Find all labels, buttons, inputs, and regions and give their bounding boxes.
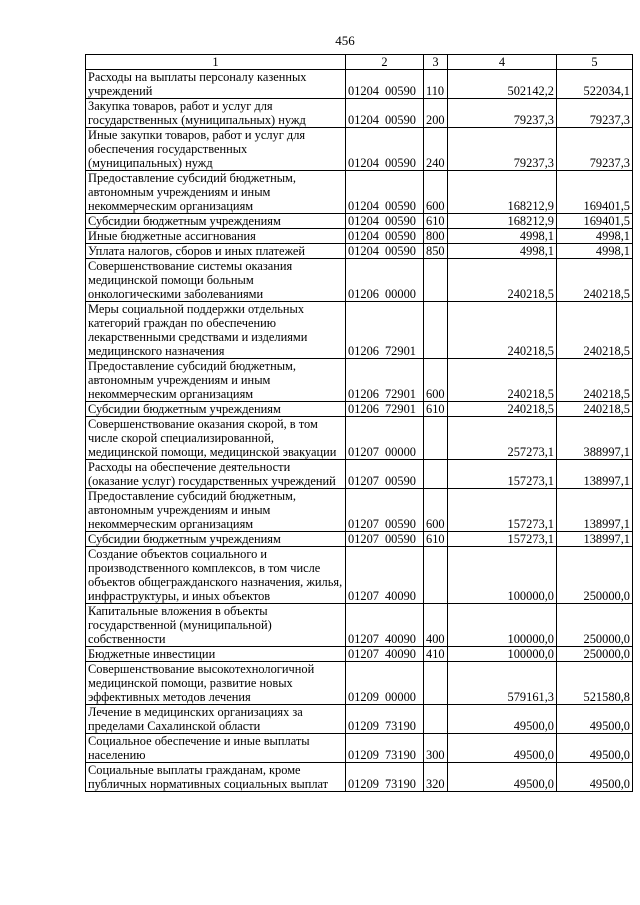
- direction-code: 00590: [384, 244, 416, 258]
- row-description: Субсидии бюджетным учреждениям: [86, 402, 346, 417]
- direction-code: 00590: [384, 532, 416, 546]
- target-article-code: [346, 489, 424, 532]
- amount-col5: 138997,1: [557, 532, 633, 547]
- amount-col5: 49500,0: [557, 734, 633, 763]
- row-description: Бюджетные инвестиции: [86, 647, 346, 662]
- direction-code: 00590: [384, 214, 416, 228]
- target-article-code: [346, 70, 424, 99]
- expense-type-code: [424, 662, 448, 705]
- amount-col5: 4998,1: [557, 229, 633, 244]
- column-header: 5: [557, 55, 633, 70]
- row-description: Уплата налогов, сборов и иных платежей: [86, 244, 346, 259]
- row-description: Предоставление субсидий бюджетным, автономным учреждениям и иным некоммерческим организациям: [86, 489, 346, 532]
- amount-col5: 521580,8: [557, 662, 633, 705]
- expense-type-code: [424, 302, 448, 359]
- target-article-code: [346, 229, 424, 244]
- amount-col5: 522034,1: [557, 70, 633, 99]
- amount-col4: 4998,1: [448, 229, 557, 244]
- row-description: Совершенствование высокотехнологичной медицинской помощи, развитие новых эффективных методов лечения: [86, 662, 346, 705]
- table-row: [86, 244, 633, 259]
- program-code: 01206: [348, 387, 379, 401]
- expense-type-code: 300: [424, 734, 448, 763]
- direction-code: 00590: [384, 199, 416, 213]
- program-code: 01209: [348, 719, 379, 733]
- table-row: [86, 171, 633, 214]
- amount-col4: 240218,5: [448, 359, 557, 402]
- row-description: Лечение в медицинских организациях за пределами Сахалинской области: [86, 705, 346, 734]
- amount-col5: 138997,1: [557, 489, 633, 532]
- direction-code: 00000: [384, 445, 416, 459]
- expense-type-code: [424, 460, 448, 489]
- expense-type-code: 610: [424, 532, 448, 547]
- target-article-code: [346, 244, 424, 259]
- expense-type-code: [424, 259, 448, 302]
- row-description: Субсидии бюджетным учреждениям: [86, 532, 346, 547]
- amount-col4: 100000,0: [448, 547, 557, 604]
- table-row: [86, 734, 633, 763]
- amount-col4: 240218,5: [448, 402, 557, 417]
- row-description: Меры социальной поддержки отдельных категорий граждан по обеспечению лекарственными средствами и изделиями медицинского назначения: [86, 302, 346, 359]
- amount-col4: 100000,0: [448, 647, 557, 662]
- amount-col4: 4998,1: [448, 244, 557, 259]
- amount-col4: 240218,5: [448, 259, 557, 302]
- expense-type-code: [424, 547, 448, 604]
- amount-col4: 49500,0: [448, 734, 557, 763]
- amount-col5: 240218,5: [557, 259, 633, 302]
- target-article-code: [346, 604, 424, 647]
- amount-col4: 257273,1: [448, 417, 557, 460]
- program-code: 01209: [348, 748, 379, 762]
- expense-type-code: 600: [424, 359, 448, 402]
- table-row: [86, 489, 633, 532]
- column-header: 2: [346, 55, 424, 70]
- budget-table: [85, 54, 633, 792]
- direction-code: 72901: [384, 402, 416, 416]
- amount-col5: 250000,0: [557, 647, 633, 662]
- target-article-code: [346, 259, 424, 302]
- column-header: 4: [448, 55, 557, 70]
- amount-col5: 240218,5: [557, 359, 633, 402]
- program-code: 01206: [348, 287, 379, 301]
- direction-code: 73190: [384, 748, 416, 762]
- program-code: 01207: [348, 517, 379, 531]
- page-number: 456: [335, 33, 355, 48]
- table-row: [86, 547, 633, 604]
- target-article-code: [346, 705, 424, 734]
- target-article-code: [346, 402, 424, 417]
- row-description: Предоставление субсидий бюджетным, автономным учреждениям и иным некоммерческим организациям: [86, 359, 346, 402]
- table-row: [86, 417, 633, 460]
- program-code: 01204: [348, 199, 379, 213]
- target-article-code: [346, 99, 424, 128]
- expense-type-code: 400: [424, 604, 448, 647]
- table-row: [86, 532, 633, 547]
- amount-col4: 79237,3: [448, 128, 557, 171]
- amount-col5: 240218,5: [557, 302, 633, 359]
- expense-type-code: 110: [424, 70, 448, 99]
- table-row: [86, 229, 633, 244]
- amount-col4: 168212,9: [448, 214, 557, 229]
- amount-col5: 240218,5: [557, 402, 633, 417]
- row-description: Иные бюджетные ассигнования: [86, 229, 346, 244]
- column-header: 3: [424, 55, 448, 70]
- direction-code: 00590: [384, 229, 416, 243]
- amount-col4: 49500,0: [448, 763, 557, 792]
- direction-code: 73190: [384, 719, 416, 733]
- program-code: 01204: [348, 113, 379, 127]
- amount-col4: 502142,2: [448, 70, 557, 99]
- amount-col5: 49500,0: [557, 705, 633, 734]
- program-code: 01207: [348, 647, 379, 661]
- direction-code: 40090: [384, 632, 416, 646]
- expense-type-code: 610: [424, 214, 448, 229]
- amount-col4: 168212,9: [448, 171, 557, 214]
- direction-code: 00000: [384, 287, 416, 301]
- row-description: Предоставление субсидий бюджетным, автономным учреждениям и иным некоммерческим организациям: [86, 171, 346, 214]
- target-article-code: [346, 547, 424, 604]
- row-description: Иные закупки товаров, работ и услуг для обеспечения государственных (муниципальных) нужд: [86, 128, 346, 171]
- amount-col5: 4998,1: [557, 244, 633, 259]
- table-row: [86, 604, 633, 647]
- table-row: [86, 662, 633, 705]
- direction-code: 00590: [384, 84, 416, 98]
- row-description: Совершенствование системы оказания медицинской помощи больным онкологическими заболеваниями: [86, 259, 346, 302]
- direction-code: 72901: [384, 344, 416, 358]
- amount-col5: 250000,0: [557, 547, 633, 604]
- table-row: [86, 99, 633, 128]
- target-article-code: [346, 460, 424, 489]
- direction-code: 40090: [384, 589, 416, 603]
- amount-col5: 250000,0: [557, 604, 633, 647]
- table-row: [86, 302, 633, 359]
- target-article-code: [346, 359, 424, 402]
- target-article-code: [346, 171, 424, 214]
- amount-col4: 79237,3: [448, 99, 557, 128]
- table-row: [86, 359, 633, 402]
- row-description: Социальное обеспечение и иные выплаты населению: [86, 734, 346, 763]
- table-row: [86, 763, 633, 792]
- target-article-code: [346, 302, 424, 359]
- program-code: 01209: [348, 777, 379, 791]
- target-article-code: [346, 128, 424, 171]
- program-code: 01207: [348, 474, 379, 488]
- table-row: [86, 402, 633, 417]
- table-row: [86, 70, 633, 99]
- table-header-row: [86, 55, 633, 70]
- direction-code: 73190: [384, 777, 416, 791]
- program-code: 01204: [348, 84, 379, 98]
- amount-col4: 240218,5: [448, 302, 557, 359]
- amount-col4: 100000,0: [448, 604, 557, 647]
- program-code: 01207: [348, 532, 379, 546]
- target-article-code: [346, 662, 424, 705]
- direction-code: 00590: [384, 517, 416, 531]
- direction-code: 00590: [384, 474, 416, 488]
- expense-type-code: 850: [424, 244, 448, 259]
- expense-type-code: 600: [424, 489, 448, 532]
- amount-col5: 49500,0: [557, 763, 633, 792]
- table-row: [86, 259, 633, 302]
- program-code: 01204: [348, 229, 379, 243]
- amount-col4: 49500,0: [448, 705, 557, 734]
- row-description: Социальные выплаты гражданам, кроме публичных нормативных социальных выплат: [86, 763, 346, 792]
- expense-type-code: 320: [424, 763, 448, 792]
- row-description: Расходы на обеспечение деятельности (оказание услуг) государственных учреждений: [86, 460, 346, 489]
- direction-code: 00000: [384, 690, 416, 704]
- table-row: [86, 128, 633, 171]
- direction-code: 40090: [384, 647, 416, 661]
- direction-code: 00590: [384, 156, 416, 170]
- amount-col4: 157273,1: [448, 489, 557, 532]
- amount-col5: 169401,5: [557, 171, 633, 214]
- column-header: 1: [86, 55, 346, 70]
- amount-col4: 157273,1: [448, 532, 557, 547]
- expense-type-code: 800: [424, 229, 448, 244]
- row-description: Создание объектов социального и производственного комплексов, в том числе объектов общегражданского назначения, жилья, инфраструктуры, и иных объектов: [86, 547, 346, 604]
- program-code: 01207: [348, 632, 379, 646]
- row-description: Расходы на выплаты персоналу казенных учреждений: [86, 70, 346, 99]
- amount-col5: 79237,3: [557, 128, 633, 171]
- direction-code: 72901: [384, 387, 416, 401]
- program-code: 01207: [348, 445, 379, 459]
- table-row: [86, 214, 633, 229]
- amount-col5: 388997,1: [557, 417, 633, 460]
- amount-col5: 169401,5: [557, 214, 633, 229]
- program-code: 01206: [348, 402, 379, 416]
- target-article-code: [346, 532, 424, 547]
- direction-code: 00590: [384, 113, 416, 127]
- target-article-code: [346, 734, 424, 763]
- program-code: 01207: [348, 589, 379, 603]
- table-row: [86, 705, 633, 734]
- expense-type-code: [424, 705, 448, 734]
- amount-col4: 579161,3: [448, 662, 557, 705]
- amount-col5: 79237,3: [557, 99, 633, 128]
- program-code: 01206: [348, 344, 379, 358]
- row-description: Совершенствование оказания скорой, в том числе скорой специализированной, медицинской помощи, медицинской эвакуации: [86, 417, 346, 460]
- target-article-code: [346, 647, 424, 662]
- target-article-code: [346, 417, 424, 460]
- table-row: [86, 647, 633, 662]
- expense-type-code: [424, 417, 448, 460]
- target-article-code: [346, 214, 424, 229]
- table-row: [86, 460, 633, 489]
- program-code: 01204: [348, 244, 379, 258]
- amount-col4: 157273,1: [448, 460, 557, 489]
- row-description: Субсидии бюджетным учреждениям: [86, 214, 346, 229]
- expense-type-code: 600: [424, 171, 448, 214]
- program-code: 01209: [348, 690, 379, 704]
- expense-type-code: 410: [424, 647, 448, 662]
- target-article-code: [346, 763, 424, 792]
- row-description: Капитальные вложения в объекты государственной (муниципальной) собственности: [86, 604, 346, 647]
- program-code: 01204: [348, 214, 379, 228]
- row-description: Закупка товаров, работ и услуг для государственных (муниципальных) нужд: [86, 99, 346, 128]
- amount-col5: 138997,1: [557, 460, 633, 489]
- expense-type-code: 200: [424, 99, 448, 128]
- expense-type-code: 610: [424, 402, 448, 417]
- expense-type-code: 240: [424, 128, 448, 171]
- program-code: 01204: [348, 156, 379, 170]
